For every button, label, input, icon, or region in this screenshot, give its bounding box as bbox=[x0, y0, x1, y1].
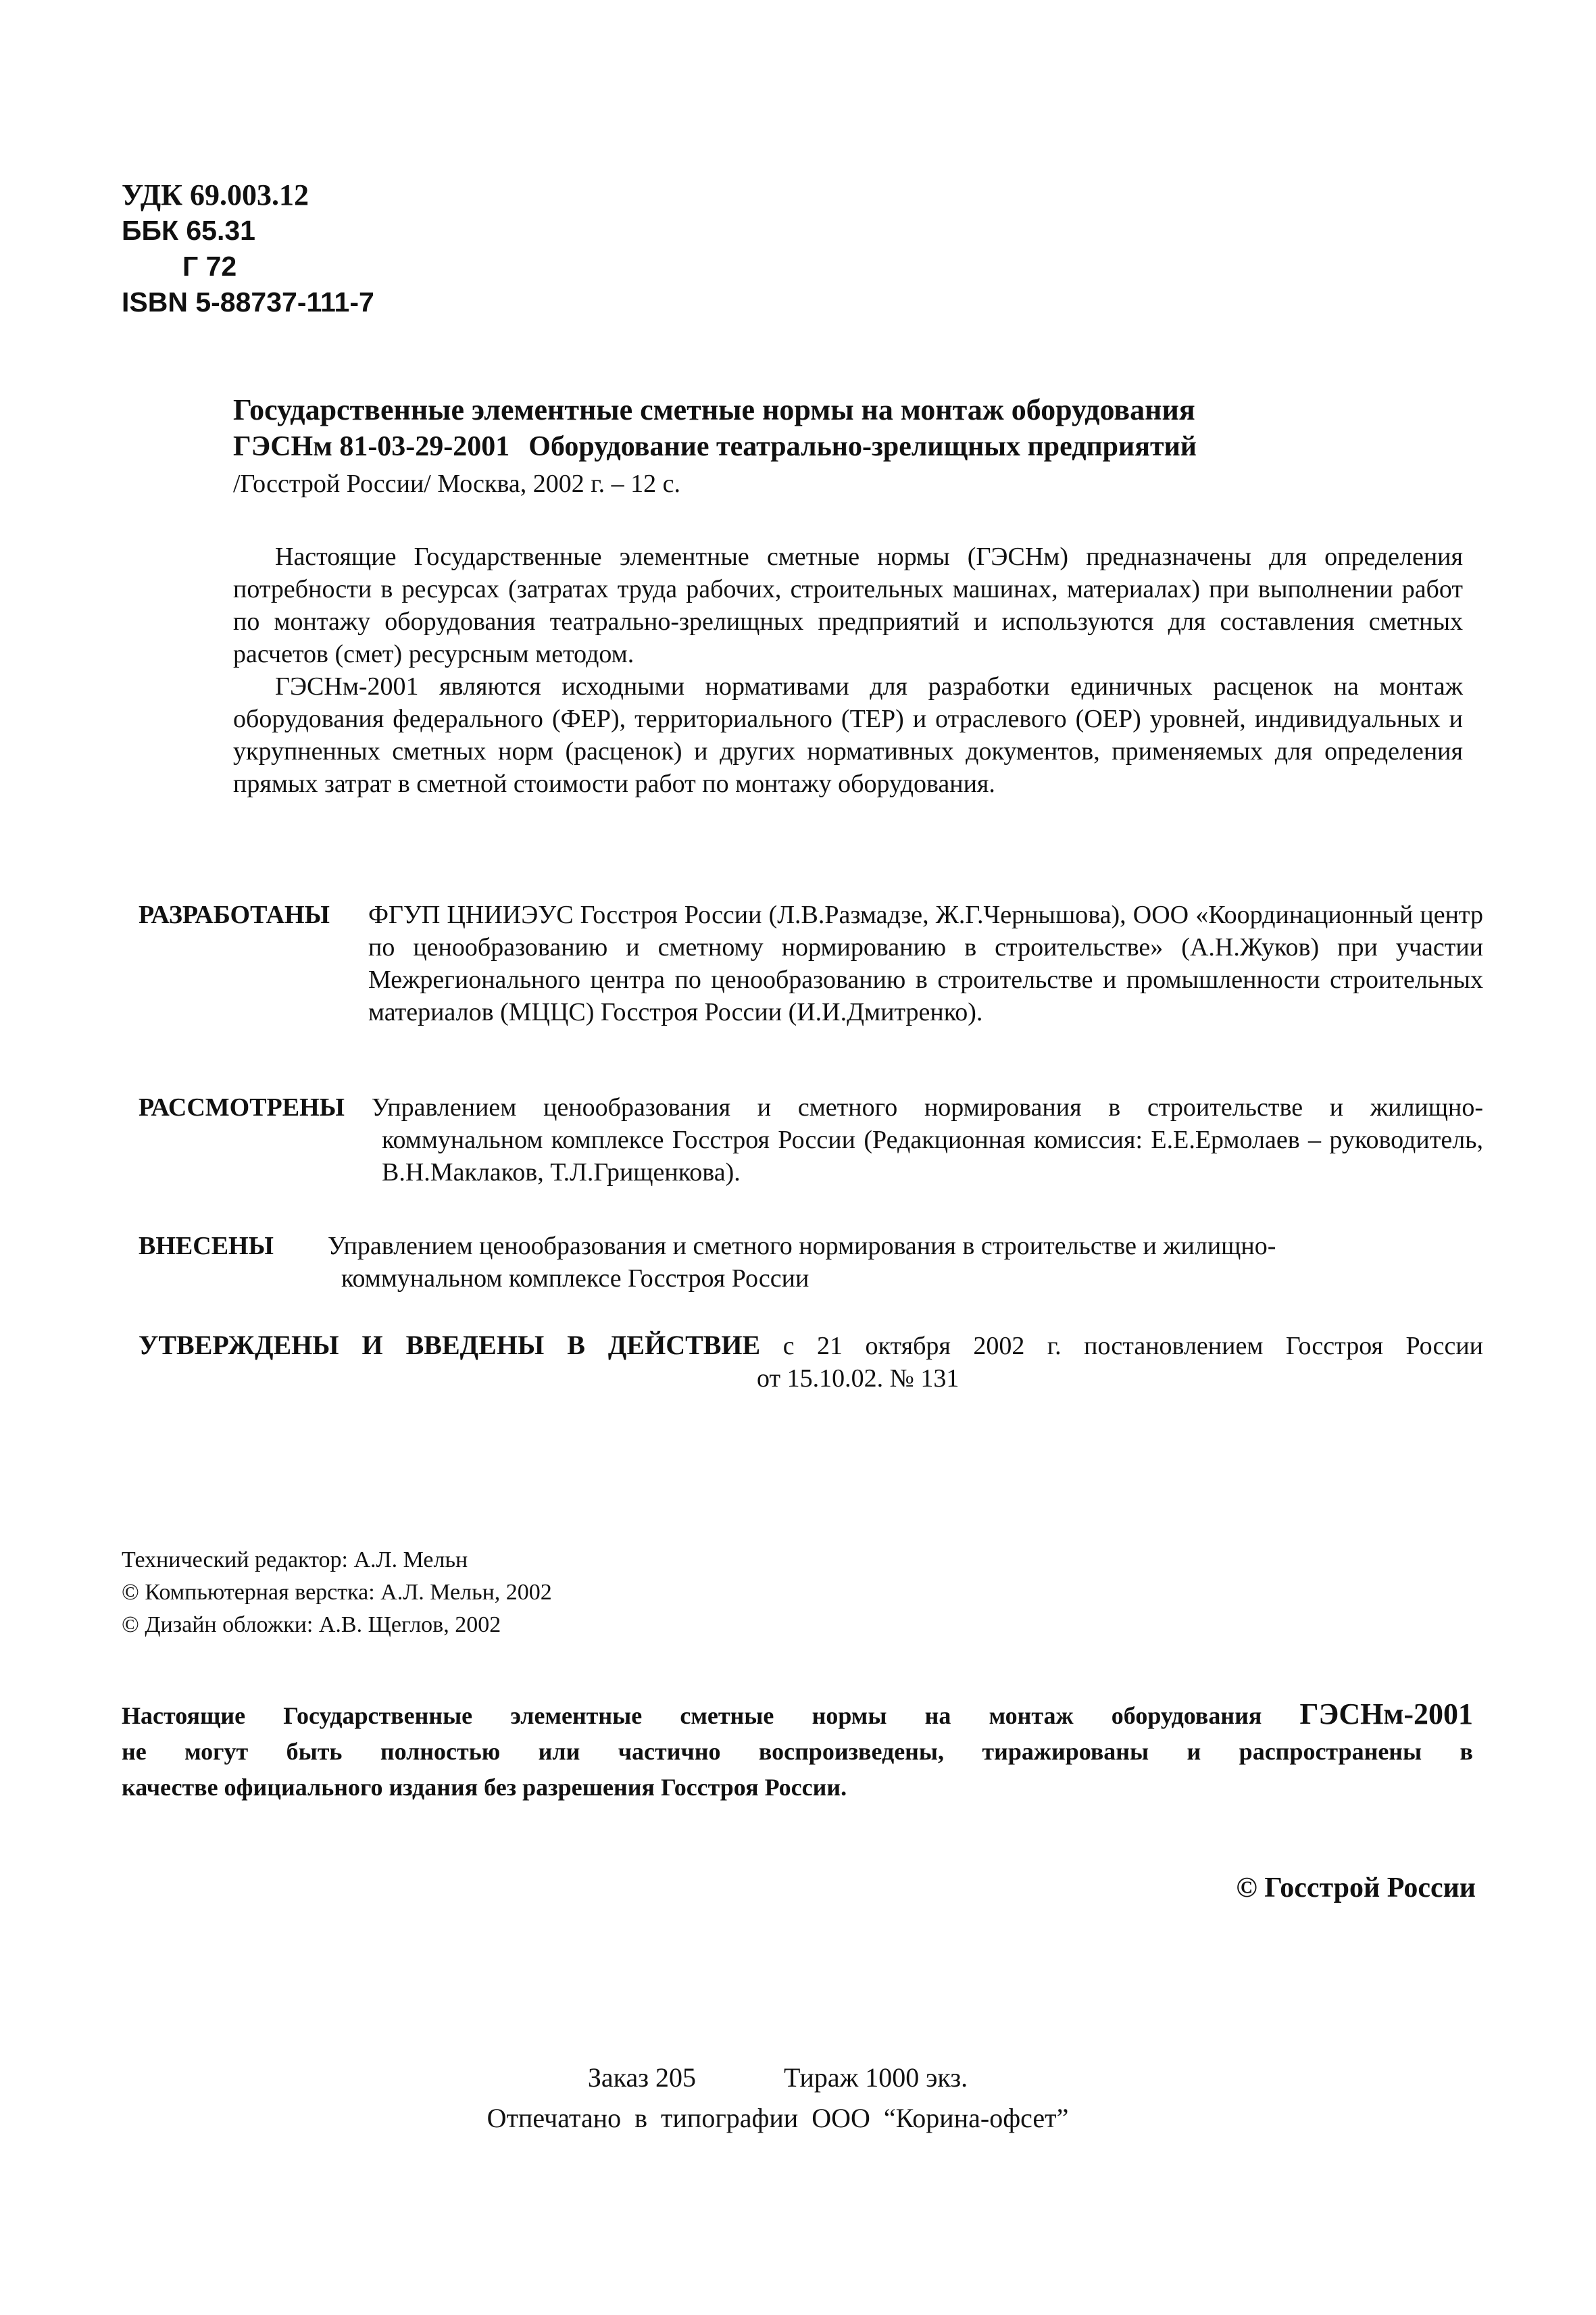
approved-line-1: с 21 октября 2002 г. постановлением Госстроя России bbox=[782, 1332, 1483, 1360]
approved-section bbox=[139, 1329, 1483, 1395]
norm-code: ГЭСНм 81-03-29-2001 bbox=[233, 431, 510, 462]
title-line: Государственные элементные сметные нормы на монтаж оборудования bbox=[233, 393, 1195, 426]
approved-line-2: от 15.10.02. № 131 bbox=[757, 1364, 959, 1393]
credits bbox=[122, 1544, 552, 1641]
title-code-line bbox=[233, 428, 1476, 465]
intro-paragraph-1: Настоящие Государственные элементные сметные нормы (ГЭСНм) предназначены для определения потребности в ресурсах (затратах труда рабочих, строительных машинах, материалах) при выполнении работ по монтажу оборудования театрально-зрелищных предприятий и используются для составления сметных расчетов (смет) ресурсным методом. bbox=[233, 543, 1463, 668]
reviewed-line-1: Управлением ценообразования и сметного нормирования в строительстве и жилищно- bbox=[371, 1093, 1484, 1122]
intro-paragraph-2: ГЭСНм-2001 являются исходными нормативами для разработки единичных расценок на монтаж оборудования федерального (ФЕР), территориального (ТЕР) и отраслевого (ОЕР) уровней, индивидуальных и укрупненных сметных норм (расценок) и других нормативных документов, применяемых для определения прямых затрат в сметной стоимости работ по монтажу оборудования. bbox=[233, 672, 1463, 798]
submitted-line-1: Управлением ценообразования и сметного нормирования в строительстве и жилищно- bbox=[328, 1232, 1276, 1260]
isbn-code: ISBN 5-88737-111-7 bbox=[122, 287, 374, 318]
title-subtitle: Оборудование театрально-зрелищных предприятий bbox=[528, 431, 1197, 462]
approved-label: УТВЕРЖДЕНЫ И ВВЕДЕНЫ В ДЕЙСТВИЕ bbox=[139, 1330, 761, 1360]
notice-line-3: качестве официального издания без разрешения Госстроя России. bbox=[122, 1774, 847, 1801]
developed-label: РАЗРАБОТАНЫ bbox=[139, 901, 330, 929]
copyright: © Госстрой России bbox=[1236, 1872, 1476, 1903]
imprint bbox=[0, 2058, 1596, 2139]
developed-section bbox=[139, 899, 1483, 1028]
udk-code: УДК 69.003.12 bbox=[122, 178, 309, 211]
layout-credit: © Компьютерная верстка: А.Л. Мельн, 2002 bbox=[122, 1580, 552, 1605]
author-mark: Г 72 bbox=[182, 251, 237, 282]
reviewed-text: коммунальном комплексе Госстроя России (Редакционная комиссия: Е.Е.Ермолаев – руководитель, В.Н.Маклаков, Т.Л.Грищенкова). bbox=[382, 1126, 1483, 1187]
reproduction-notice bbox=[122, 1696, 1473, 1806]
submitted-line-2: коммунальном комплексе Госстроя России bbox=[341, 1264, 809, 1293]
publisher-line: /Госстрой России/ Москва, 2002 г. – 12 с. bbox=[233, 470, 680, 498]
print-run: Тираж 1000 экз. bbox=[784, 2062, 968, 2093]
developed-text: ФГУП ЦНИИЭУС Госстроя России (Л.В.Размадзе, Ж.Г.Чернышова), ООО «Координационный центр по ценообразованию и сметному нормированию в строительстве» (А.Н.Жуков) при участии Межрегионального центра по ценообразованию в строительстве и промышленности строительных материалов (МЦЦС) Госстроя России (И.И.Дмитренко). bbox=[368, 901, 1483, 1026]
order-number: Заказ 205 bbox=[587, 2062, 697, 2093]
printed-by: Отпечатано в типографии ООО “Корина-офсет” bbox=[487, 2103, 1069, 2133]
bbk-code: ББК 65.31 bbox=[122, 215, 255, 246]
notice-line-1: Настоящие Государственные элементные сметные нормы на монтаж оборудования bbox=[122, 1702, 1262, 1729]
intro-text bbox=[233, 541, 1463, 800]
classification-codes bbox=[122, 177, 374, 320]
tech-editor: Технический редактор: А.Л. Мельн bbox=[122, 1547, 468, 1572]
cover-credit: © Дизайн обложки: А.В. Щеглов, 2002 bbox=[122, 1612, 501, 1637]
reviewed-section bbox=[139, 1091, 1483, 1189]
notice-line-2: не могут быть полностью или частично воспроизведены, тиражированы и распространены в bbox=[122, 1738, 1473, 1765]
notice-code: ГЭСНм-2001 bbox=[1299, 1697, 1473, 1731]
submitted-section bbox=[139, 1230, 1483, 1295]
document-title bbox=[233, 392, 1476, 503]
submitted-label: ВНЕСЕНЫ bbox=[139, 1232, 274, 1260]
reviewed-label: РАССМОТРЕНЫ bbox=[139, 1093, 345, 1122]
